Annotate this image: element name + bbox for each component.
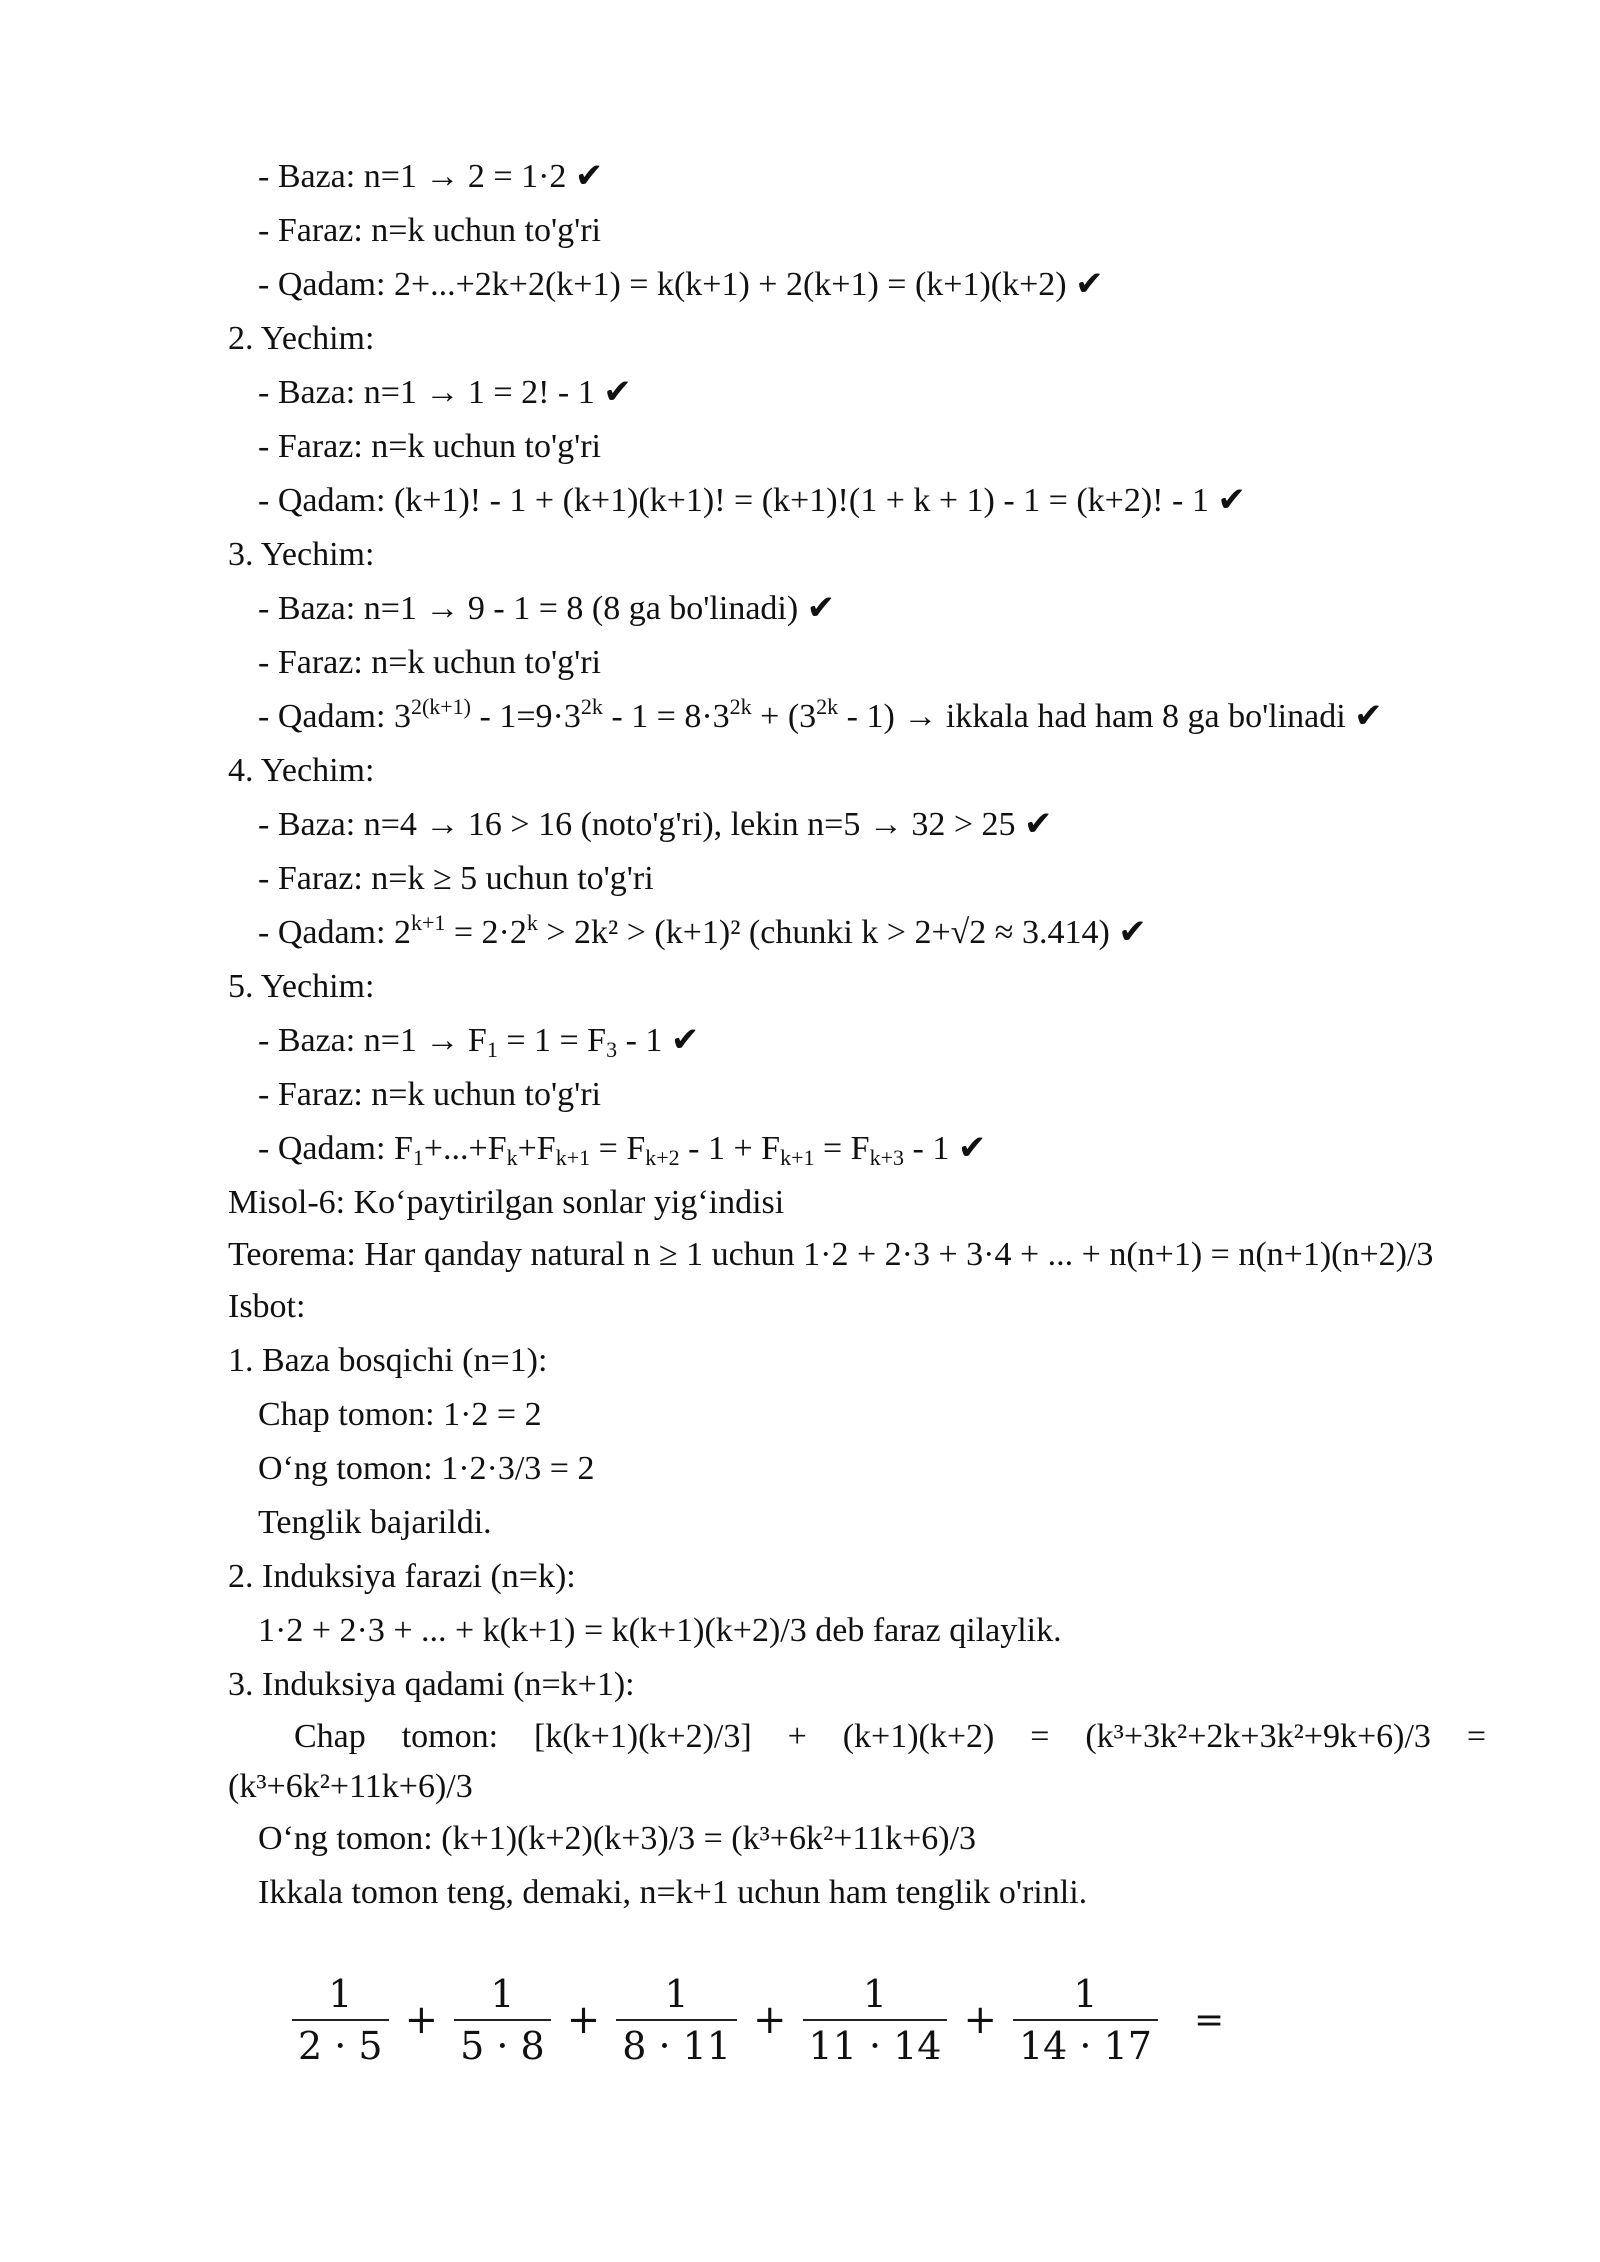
text-line: - Faraz: n=k uchun to'g'ri <box>258 428 602 465</box>
left-side-derivation: Chap tomon: [k(k+1)(k+2)/3] + (k+1)(k+2) = (k³+3k²+2k+3k²+9k+6)/3 = (k³+6k²+11k+6)/3 <box>228 1718 1486 1805</box>
section-heading: 2. Induksiya farazi (n=k): <box>228 1558 576 1595</box>
plus-sign: + <box>404 1997 439 2043</box>
section-heading: 5. Yechim: <box>228 968 375 1005</box>
conclusion-line: Ikkala tomon teng, demaki, n=k+1 uchun ham tenglik o'rinli. <box>258 1874 1088 1911</box>
text-line: - Baza: n=1 → 1 = 2! - 1 ✔ <box>258 374 632 411</box>
fraction-denominator: 2 · 5 <box>298 2024 383 2068</box>
fraction-numerator: 1 <box>328 1972 353 2016</box>
fraction-term <box>454 1969 551 2071</box>
step5-formula-line: - Qadam: $F_1+...+F_k+F_{k+1} = F_{k+2} - 1 + F_{k+1} = F_{k+3} - 1$ ✔ <box>258 1130 987 1170</box>
text-line: - Baza: n=1 → 9 - 1 = 8 (8 ga bo'linadi) ✔ <box>258 590 836 627</box>
plus-sign: + <box>566 1997 601 2043</box>
document-page <box>228 150 1486 1920</box>
fraction-numerator: 1 <box>490 1972 515 2016</box>
plus-sign: + <box>963 1997 997 2043</box>
example-title: Misol-6: Ko‘paytirilgan sonlar yig‘indisi <box>228 1184 785 1221</box>
plus-sign: + <box>753 1997 787 2043</box>
text-line: O‘ng tomon: 1·2·3/3 = 2 <box>258 1450 595 1487</box>
fraction-term <box>616 1969 737 2071</box>
text-line: - Faraz: n=k uchun to'g'ri <box>258 644 602 681</box>
text-line: - Qadam: 2+...+2k+2(k+1) = k(k+1) + 2(k+1) = (k+1)(k+2) ✔ <box>258 266 1104 303</box>
fraction-denominator: 11 · 14 <box>808 2024 942 2068</box>
fraction-numerator: 1 <box>664 1972 689 2016</box>
fraction-term <box>292 1969 389 2071</box>
step4-formula-line: - Qadam: $2^{k+1} = 2\cdot 2^k > 2k^2 > (k+1)^2$ (chunki k > 2+√2 ≈ 3.414) ✔ <box>258 910 1147 951</box>
text-line: - Faraz: n=k uchun to'g'ri <box>258 212 602 249</box>
fraction-series <box>286 1950 1224 2090</box>
section-heading: 2. Yechim: <box>228 320 375 357</box>
text-line: - Baza: n=4 → 16 > 16 (noto'g'ri), lekin n=5 → 32 > 25 ✔ <box>258 806 1053 843</box>
section-heading: 3. Yechim: <box>228 536 375 573</box>
section-heading: 4. Yechim: <box>228 752 375 789</box>
theorem-text: Teorema: Har qanday natural n ≥ 1 uchun 1·2 + 2·3 + 3·4 + ... + n(n+1) = n(n+1)(n+2)/3 <box>228 1236 1434 1273</box>
fraction-denominator: 8 · 11 <box>622 2024 731 2068</box>
text-line: O‘ng tomon: (k+1)(k+2)(k+3)/3 = (k³+6k²+11k+6)/3 <box>258 1820 977 1857</box>
fraction-numerator: 1 <box>862 1972 888 2016</box>
step3-formula-line: - Qadam: $3^{2(k+1)} - 1=9\cdot 3^{2k} - 1 = 8\cdot 3^{2k} + (3^{2k} - 1)$ → ikkala had ham 8 ga bo'linadi ✔ <box>258 694 1383 735</box>
fraction-denominator: 14 · 17 <box>1018 2024 1152 2068</box>
fraction-term <box>1013 1969 1158 2071</box>
section-heading: 1. Baza bosqichi (n=1): <box>228 1342 548 1379</box>
text-line: Chap tomon: 1·2 = 2 <box>258 1396 542 1433</box>
proof-heading: Isbot: <box>228 1288 306 1325</box>
fraction-denominator: 5 · 8 <box>460 2024 545 2068</box>
equals-sign: = <box>1193 1999 1225 2041</box>
fraction-numerator: 1 <box>1073 1972 1098 2016</box>
section-heading: 3. Induksiya qadami (n=k+1): <box>228 1666 635 1703</box>
text-line: - Faraz: n=k ≥ 5 uchun to'g'ri <box>258 860 654 897</box>
text-line: - Faraz: n=k uchun to'g'ri <box>258 1076 602 1113</box>
step5-base-line: - Baza: $n=1 \to F_1 = 1 = F_3 - 1$ ✔ <box>258 1022 700 1062</box>
text-line: Tenglik bajarildi. <box>258 1504 492 1541</box>
text-line: - Qadam: (k+1)! - 1 + (k+1)(k+1)! = (k+1)!(1 + k + 1) - 1 = (k+2)! - 1 ✔ <box>258 482 1246 519</box>
fraction-term <box>803 1969 948 2071</box>
text-line: - Baza: n=1 → 2 = 1·2 ✔ <box>258 158 604 195</box>
text-line: 1·2 + 2·3 + ... + k(k+1) = k(k+1)(k+2)/3 deb faraz qilaylik. <box>258 1612 1062 1649</box>
